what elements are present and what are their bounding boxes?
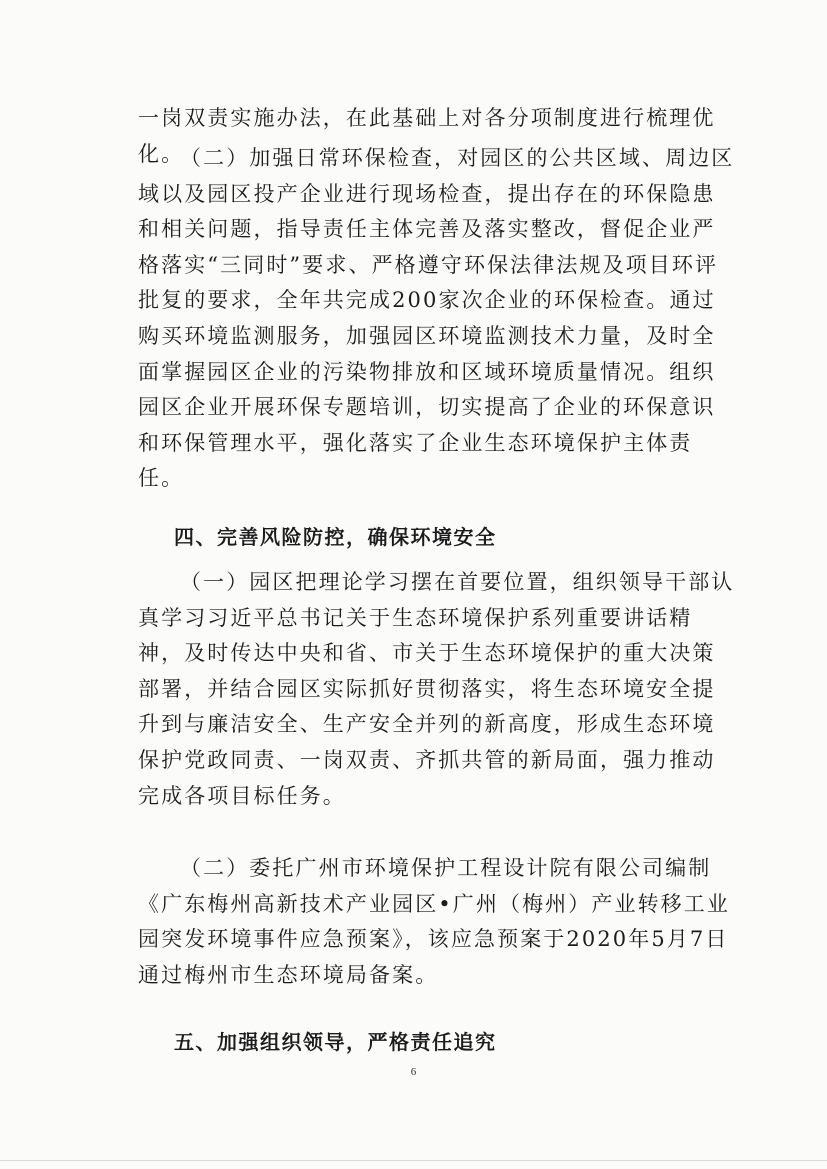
section-heading-five: 五、加强组织领导，严格责任追究	[174, 1030, 497, 1054]
section-heading-four: 四、完善风险防控，确保环境安全	[174, 525, 497, 549]
paragraph-environmental-inspection: （二）加强日常环保检查，对园区的公共区域、周边区域以及园区投产企业进行现场检查，提出存在的环保隐患和相关问题，指导责任主体完善及落实整改，督促企业严格落实“三同时”要求、严格遵守环保法律法规及项目环评批复的要求，全年共完成200家次企业的环保检查。通过购买环境监测服务，加强园区环境监测技术力量，及时全面掌握园区企业的污染物排放和区域环境质量情况。组织园区企业开展环保专题培训，切实提高了企业的环保意识和环保管理水平，强化落实了企业生态环境保护主体责任。	[138, 146, 735, 491]
paragraph-theory-study: （一）园区把理论学习摆在首要位置，组织领导干部认真学习习近平总书记关于生态环境保护系列重要讲话精神，及时传达中央和省、市关于生态环境保护的重大决策部署，并结合园区实际抓好贯彻落实，将生态环境安全提升到与廉洁安全、生产安全并列的新高度，形成生态环境保护党政同责、一岗双责、齐抓共管的新局面，强力推动完成各项目标任务。	[138, 570, 735, 808]
paragraph-continuation: 一岗双责实施办法，在此基础上对各分项制度进行梳理优化。	[138, 106, 716, 166]
paragraph-emergency-plan: （二）委托广州市环境保护工程设计院有限公司编制《广东梅州高新技术产业园区•广州（梅州）产业转移工业园突发环境事件应急预案》，该应急预案于2020年5月7日通过梅州市生态环境局备案。	[138, 856, 730, 987]
scan-edge-line	[0, 1160, 827, 1161]
page-number: 6	[410, 1066, 417, 1078]
